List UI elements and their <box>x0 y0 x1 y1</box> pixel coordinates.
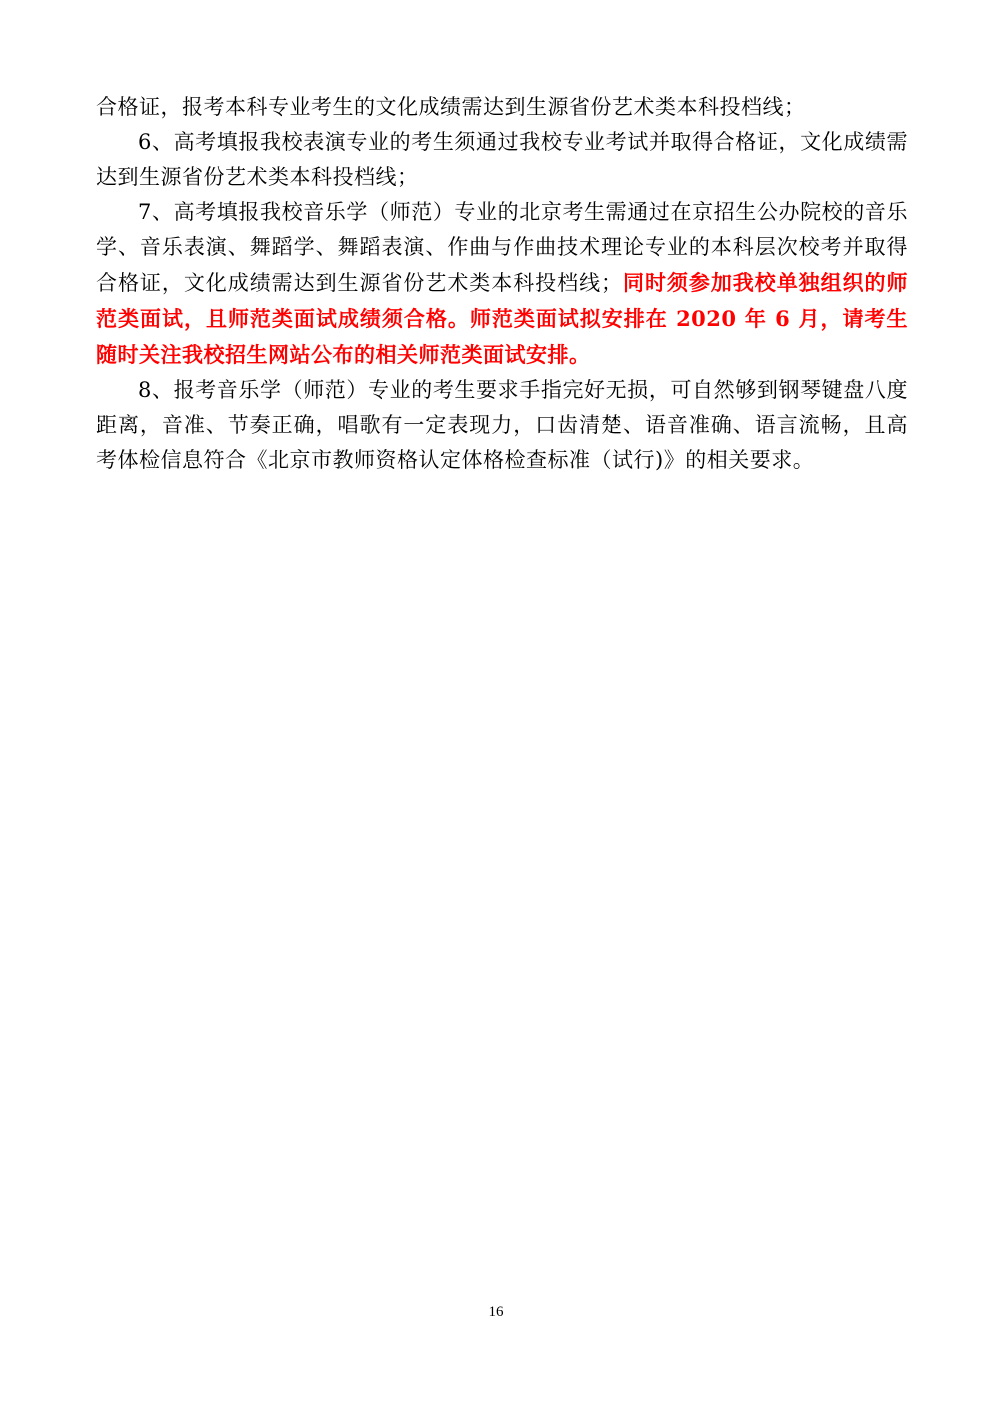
paragraph-text: 6、高考填报我校表演专业的考生须通过我校专业考试并取得合格证，文化成绩需达到生源省份艺术类本科投档线； <box>96 130 908 189</box>
paragraph-item-8 <box>96 373 908 478</box>
page-number: 16 <box>488 1304 504 1320</box>
paragraph-item-7 <box>96 195 908 373</box>
document-body <box>96 90 908 478</box>
paragraph-text: 合格证，报考本科专业考生的文化成绩需达到生源省份艺术类本科投档线； <box>96 95 806 119</box>
paragraph-continuation <box>96 90 908 125</box>
paragraph-item-6 <box>96 125 908 195</box>
paragraph-text: 8、报考音乐学（师范）专业的考生要求手指完好无损，可自然够到钢琴键盘八度距离，音准、节奏正确，唱歌有一定表现力，口齿清楚、语音准确、语言流畅，且高考体检信息符合《北京市教师资格认定体格检查标准（试行)》的相关要求。 <box>96 378 908 472</box>
highlighted-notice: 同时须参加我校单独组织的师范类面试，且师范类面试成绩须合格。师范类面试拟安排在 2020 年 6 月，请考生随时关注我校招生网站公布的相关师范类面试安排。 <box>96 270 909 367</box>
paragraph-text: 7、高考填报我校音乐学（师范）专业的北京考生需通过在京招生公办院校的音乐学、音乐表演、舞蹈学、舞蹈表演、作曲与作曲技术理论专业的本科层次校考并取得合格证，文化成绩需达到生源省份艺术类本科投档线； <box>96 200 908 295</box>
